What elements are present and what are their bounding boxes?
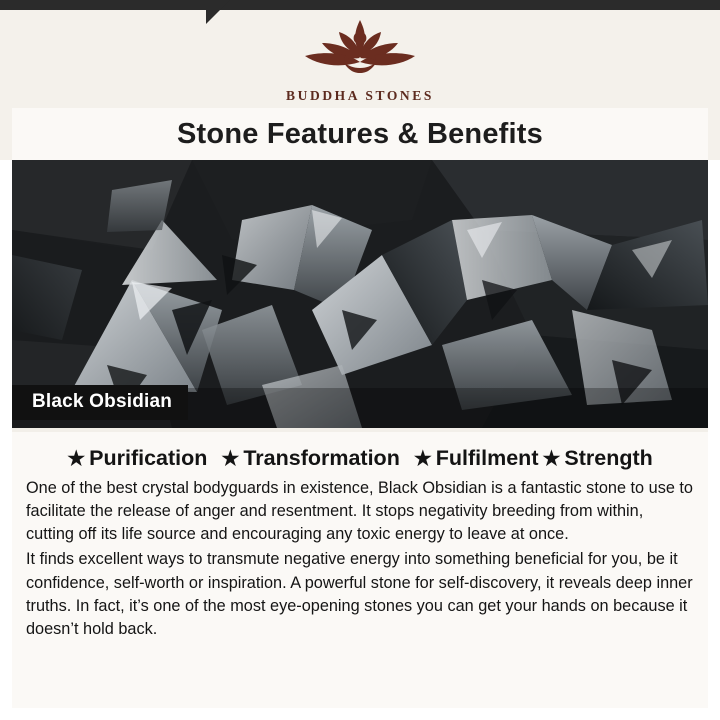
header-band <box>0 0 720 160</box>
brand-block <box>0 16 720 104</box>
content-panel <box>12 432 708 708</box>
keyword-label: Purification <box>89 446 208 470</box>
keyword-item-1 <box>67 446 207 471</box>
hero-image <box>12 160 708 428</box>
corner-accent-right <box>215 0 720 10</box>
corner-accent-left <box>0 0 215 10</box>
keyword-item-4 <box>542 446 652 471</box>
keyword-item-2 <box>221 446 399 471</box>
star-icon: ★ <box>67 448 86 470</box>
bottom-edge <box>0 708 720 720</box>
star-icon: ★ <box>542 448 561 470</box>
description-paragraph-1: One of the best crystal bodyguards in existence, Black Obsidian is a fantastic stone to use to facilitate the release of anger and resentment. It stops negativity breeding from within, cutting off its life source and encouraging any toxic energy to leave at once. <box>26 479 693 544</box>
star-icon: ★ <box>221 448 240 470</box>
brand-name: BUDDHA STONES <box>286 88 434 103</box>
star-icon: ★ <box>413 448 432 470</box>
keyword-label: Transformation <box>243 446 400 470</box>
keyword-item-3 <box>414 446 539 471</box>
page-title: Stone Features & Benefits <box>177 117 543 150</box>
lotus-meditation-icon <box>291 16 429 84</box>
keyword-label: Strength <box>564 446 653 470</box>
right-edge <box>708 160 720 708</box>
keyword-list <box>26 446 694 471</box>
hero-caption: Black Obsidian <box>12 385 188 420</box>
description-paragraph-2: It finds excellent ways to transmute negative energy into something beneficial for you, be it confidence, self-worth or inspiration. A powerful stone for self-discovery, it reveals deep inner truths. In fact, it’s one of the most eye-opening stones you can get your hands on because it doesn’t hold back. <box>26 550 693 638</box>
left-edge <box>0 160 12 708</box>
title-bar <box>12 108 708 160</box>
keyword-label: Fulfilment <box>435 446 539 470</box>
